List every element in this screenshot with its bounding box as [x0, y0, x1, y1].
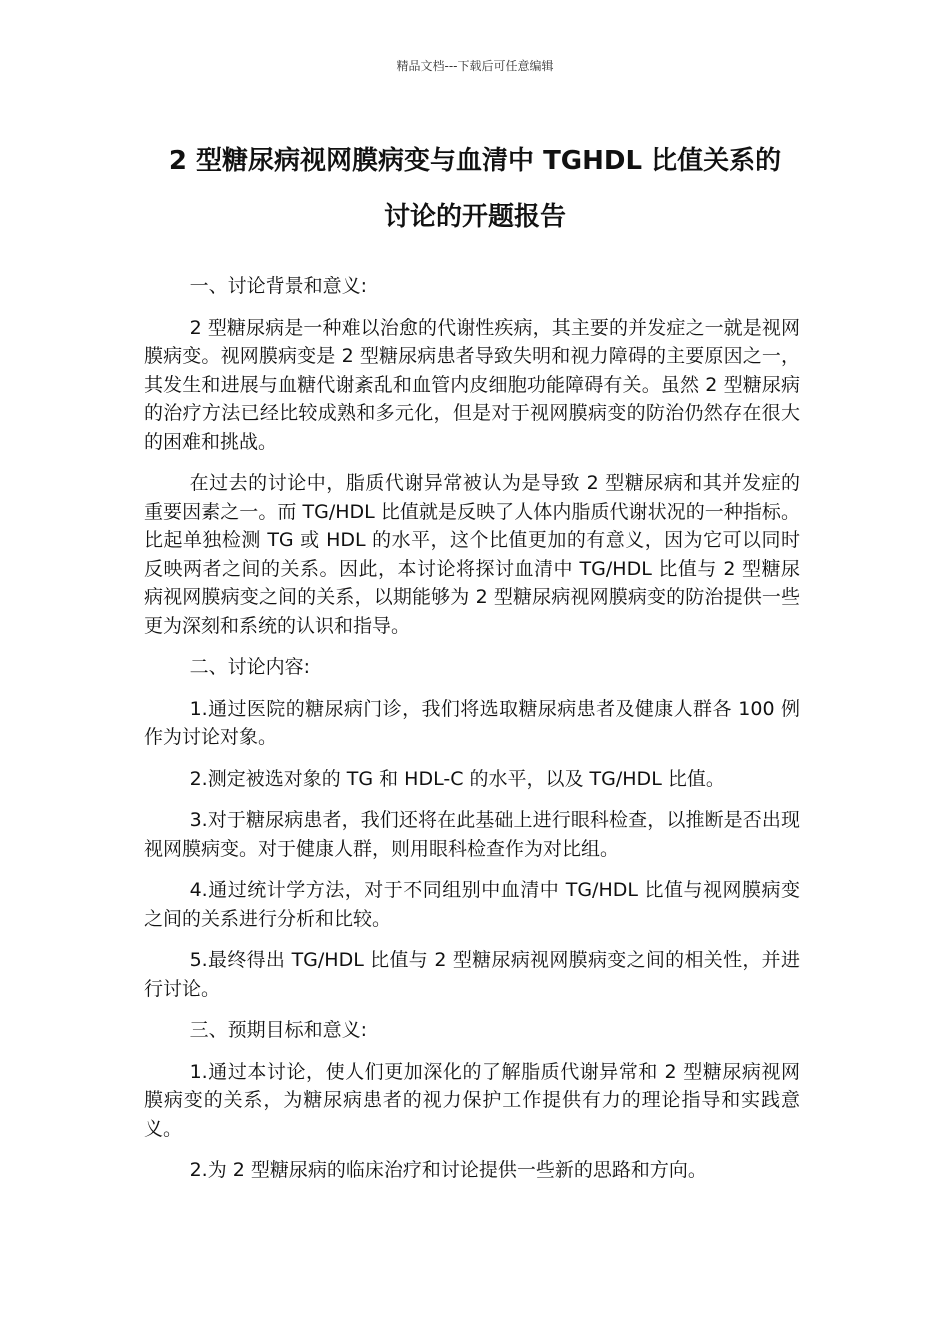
document-title-line-1: 2 型糖尿病视网膜病变与血清中 TGHDL 比值关系的 — [168, 146, 782, 176]
section-content — [144, 653, 800, 1003]
document-body — [144, 272, 800, 1198]
list-item: 1.通过本讨论，使人们更加深化的了解脂质代谢异常和 2 型糖尿病视网膜病变的关系，为糖尿病患者的视力保护工作提供有力的理论指导和实践意义。 — [144, 1060, 800, 1140]
list-item: 1.通过医院的糖尿病门诊，我们将选取糖尿病患者及健康人群各 100 例作为讨论对象。 — [144, 697, 800, 748]
section-heading: 三、预期目标和意义: — [189, 1019, 367, 1041]
list-item: 3.对于糖尿病患者，我们还将在此基础上进行眼科检查，以推断是否出现视网膜病变。对于健康人群，则用眼科检查作为对比组。 — [144, 809, 800, 860]
document-title-line-2: 讨论的开题报告 — [383, 202, 566, 232]
header-note: 精品文档---下载后可任意编辑 — [396, 59, 554, 73]
list-item: 4.通过统计学方法，对于不同组别中血清中 TG/HDL 比值与视网膜病变之间的关系进行分析和比较。 — [144, 879, 800, 930]
paragraph: 2 型糖尿病是一种难以治愈的代谢性疾病，其主要的并发症之一就是视网膜病变。视网膜病变是 2 型糖尿病患者导致失明和视力障碍的主要原因之一，其发生和进展与血糖代谢紊乱和血管内皮细胞功能障碍有关。虽然 2 型糖尿病的治疗方法已经比较成熟和多元化，但是对于视网膜病变的防治仍然存在很大的困难和挑战。 — [144, 316, 800, 453]
section-background — [144, 272, 800, 640]
section-heading: 一、讨论背景和意义: — [189, 275, 367, 297]
list-item: 2.测定被选对象的 TG 和 HDL-C 的水平，以及 TG/HDL 比值。 — [189, 767, 725, 790]
list-item: 5.最终得出 TG/HDL 比值与 2 型糖尿病视网膜病变之间的相关性，并进行讨论。 — [144, 949, 800, 1000]
section-goals — [144, 1016, 800, 1185]
paragraph: 在过去的讨论中，脂质代谢异常被认为是导致 2 型糖尿病和其并发症的重要因素之一。而 TG/HDL 比值就是反映了人体内脂质代谢状况的一种指标。比起单独检测 TG 或 HDL 的水平，这个比值更加的有意义，因为它可以同时反映两者之间的关系。因此，本讨论将探讨血清中 TG/HDL 比值与 2 型糖尿病视网膜病变之间的关系，以期能够为 2 型糖尿病视网膜病变的防治提供一些更为深刻和系统的认识和指导。 — [144, 472, 800, 637]
list-item: 2.为 2 型糖尿病的临床治疗和讨论提供一些新的思路和方向。 — [189, 1159, 707, 1181]
section-heading: 二、讨论内容: — [189, 656, 310, 678]
